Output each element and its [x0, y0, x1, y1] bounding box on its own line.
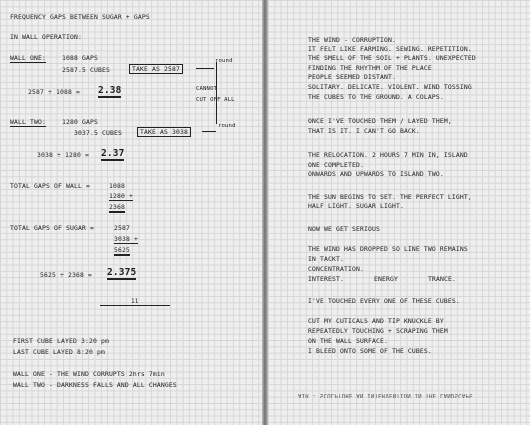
- wall-one-cubes: 2587.5 CUBES: [62, 66, 110, 74]
- cut-half-note: CUT OFF ALL: [196, 97, 235, 103]
- total-sugar-label: TOTAL GAPS OF SUGAR =: [10, 224, 94, 232]
- wall-one-calc: 2587 ÷ 1088 =: [28, 88, 80, 96]
- total-gaps-a: 1088: [109, 182, 125, 190]
- wall-two-note: WALL TWO - DARKNESS FALLS AND ALL CHANGES: [13, 381, 177, 389]
- wall-one-gaps: 1088 GAPS: [62, 54, 98, 62]
- divider-mark: 11: [131, 298, 139, 305]
- journal-line: THE WIND HAS DROPPED SO LINE TWO REMAINS: [308, 245, 468, 253]
- wall-one-result: 2.38: [98, 85, 122, 96]
- journal-line: PEOPLE SEEMED DISTANT.: [308, 73, 396, 81]
- wall-one-take: TAKE AS 2587: [129, 64, 183, 74]
- journal-line: I BLEED ONTO SOME OF THE CUBES.: [308, 347, 432, 355]
- final-calc: 5625 ÷ 2368 =: [40, 271, 92, 279]
- journal-line: ONWARDS AND UPWARDS TO ISLAND TWO.: [308, 170, 444, 178]
- round-arrow-line: [196, 68, 214, 69]
- journal-line: FINDING THE RHYTHM OF THE PLACE: [308, 64, 432, 72]
- wall-one-note: WALL ONE - THE WIND CORRUPTS 2hrs 7min: [13, 370, 165, 378]
- journal-line: THE SMELL OF THE SOIL + PLANTS. UNEXPECTED: [308, 54, 476, 62]
- section-divider: [100, 305, 170, 306]
- round-arrow-line-2: [202, 131, 216, 132]
- journal-line: NOW WE GET SERIOUS: [308, 225, 380, 233]
- bracket-line: [216, 62, 217, 124]
- journal-line: INTEREST.: [308, 275, 344, 283]
- journal-line: THE CUBES TO THE GROUND. A COLAPS.: [308, 93, 444, 101]
- journal-line: ON THE WALL SURFACE.: [308, 337, 388, 345]
- journal-line: CONCENTRATION.: [308, 265, 364, 273]
- journal-line: REPEATEDLY TOUCHING + SCRAPING THEM: [308, 327, 448, 335]
- journal-line: IT FELT LIKE FARMING. SEWING. REPETITION.: [308, 45, 472, 53]
- bleed-through-text: AIR - SCULPTURE AN INTERVENTION IN THE LANDSCAPE: [298, 392, 473, 398]
- last-cube-time: LAST CUBE LAYED 8:20 pm: [13, 348, 105, 356]
- journal-line: ONE COMPLETED.: [308, 161, 364, 169]
- journal-line: TRANCE.: [428, 275, 456, 283]
- round-note-2: round: [218, 123, 236, 129]
- right-page: [268, 0, 530, 425]
- wall-two-result: 2.37: [101, 148, 125, 159]
- journal-line: I'VE TOUCHED EVERY ONE OF THESE CUBES.: [308, 297, 460, 305]
- wall-two-label: WALL TWO:: [10, 118, 46, 126]
- wall-two-gaps: 1280 GAPS: [62, 118, 98, 126]
- total-gaps-sum: 2368: [109, 203, 125, 211]
- wall-one-label: WALL ONE:: [10, 54, 46, 62]
- page-subtitle: IN WALL OPERATION:: [10, 33, 82, 41]
- journal-line: THAT IS IT. I CAN'T GO BACK.: [308, 127, 420, 135]
- journal-line: CUT MY CUTICALS AND TIP KNUCKLE BY: [308, 317, 444, 325]
- journal-line: THE SUN BEGINS TO SET. THE PERFECT LIGHT,: [308, 193, 472, 201]
- wall-two-calc: 3038 ÷ 1280 =: [37, 151, 89, 159]
- wall-two-take: TAKE AS 3038: [137, 127, 191, 137]
- total-sugar-sum: 5625: [114, 246, 130, 254]
- journal-line: ONCE I'VE TOUCHED THEM / LAYED THEM,: [308, 117, 452, 125]
- journal-line: ENERGY: [374, 275, 398, 283]
- journal-line: THE WIND - CORRUPTION.: [308, 36, 396, 44]
- left-page: [0, 0, 262, 425]
- page-title: FREQUENCY GAPS BETWEEN SUGAR + GAPS: [10, 13, 150, 21]
- cannot-note: CANNOT: [196, 86, 218, 92]
- total-gaps-label: TOTAL GAPS OF WALL =: [10, 182, 90, 190]
- total-gaps-b: 1280 +: [109, 192, 133, 200]
- round-note-1: round: [215, 58, 233, 64]
- journal-line: THE RELOCATION. 2 HOURS 7 MIN IN, ISLAND: [308, 151, 468, 159]
- journal-line: HALF LIGHT. SUGAR LIGHT.: [308, 202, 404, 210]
- first-cube-time: FIRST CUBE LAYED 3:20 pm: [13, 337, 109, 345]
- wall-two-cubes: 3037.5 CUBES: [74, 129, 122, 137]
- total-sugar-b: 3038 +: [114, 235, 138, 243]
- journal-line: IN TACKT.: [308, 255, 344, 263]
- journal-line: SOLITARY. DELICATE. VIOLENT. WIND TOSSING: [308, 83, 472, 91]
- final-result: 2.375: [107, 267, 137, 278]
- total-sugar-a: 2587: [114, 224, 130, 232]
